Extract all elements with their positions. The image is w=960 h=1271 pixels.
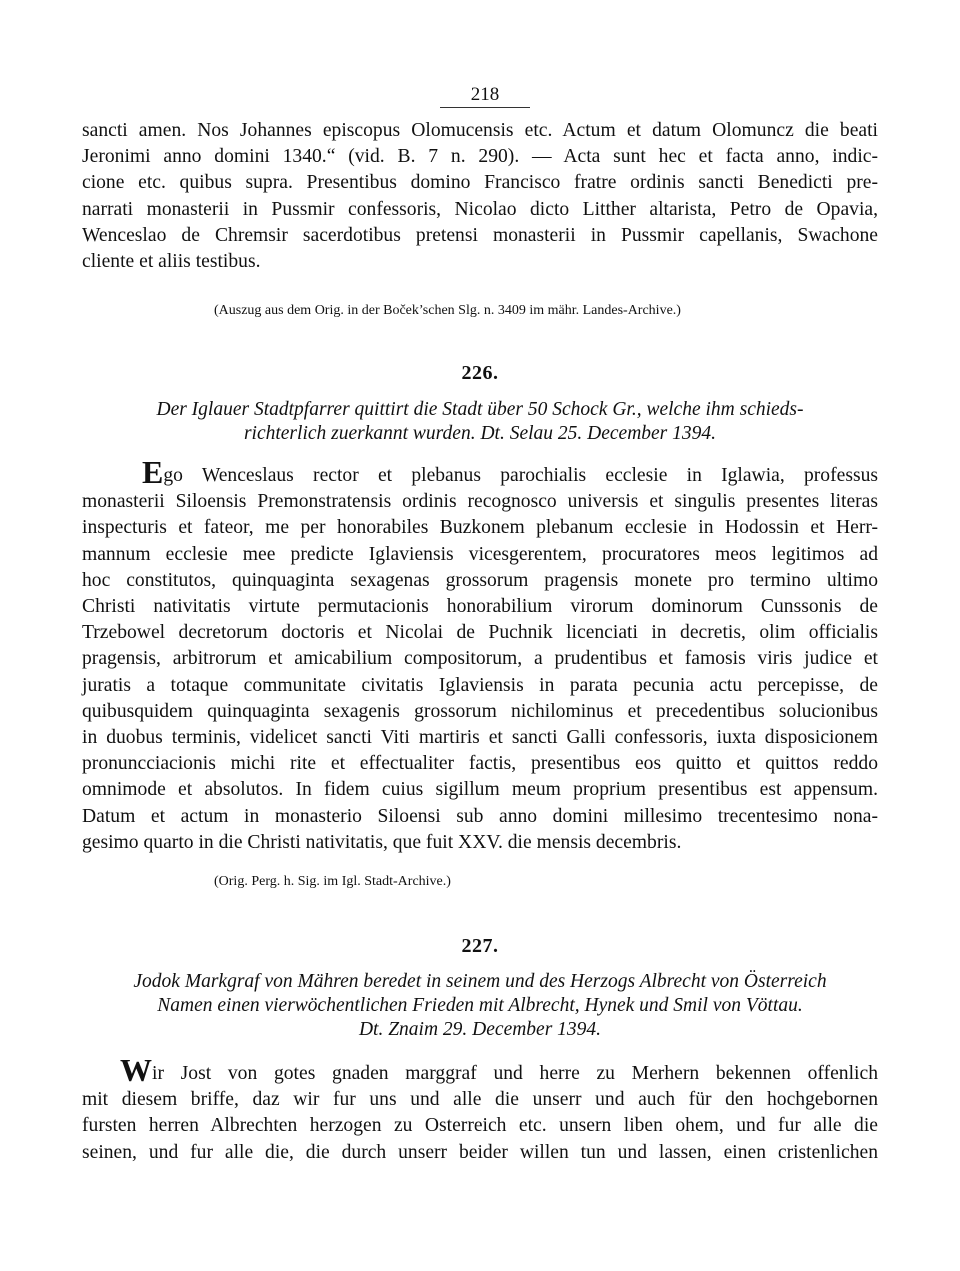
document-number: 227.	[461, 935, 499, 957]
text-line	[82, 1052, 878, 1088]
initial-letter: W	[120, 1052, 152, 1088]
text-line: hoc constitutos, quinquaginta sexagenas grossorum pragensis monete pro termino ultimo	[82, 569, 878, 591]
document-body	[82, 454, 878, 856]
text-line: pragensis, arbitrorum et amicabilium compositorum, a prudentibus et famosis viris judice et	[82, 648, 878, 670]
text-line: Christi nativitatis virtute permutacionis honorabilium virorum dominorum Cunssonis de	[82, 596, 878, 618]
heading-line: richterlich zuerkannt wurden. Dt. Selau 25. December 1394.	[243, 423, 717, 444]
text-line: omnimode et absolutos. In fidem cuius sigillum meum proprium presentibus est appensum.	[82, 779, 878, 801]
text-line: mit diesem briffe, daz wir fur uns und alle die unserr und auch für den hochgebornen	[82, 1089, 878, 1111]
page-number: 218	[470, 84, 500, 105]
text-line: fursten herren Albrechten herzogen zu Osterreich etc. unsern liben ohem, und fur alle die	[82, 1115, 878, 1137]
text-line: inspecturis et fateor, me per honorabiles Buzkonem plebanum ecclesie in Hodossin et Herr-	[82, 517, 878, 539]
heading-line: Namen einen vierwöchentlichen Frieden mit Albrecht, Hynek und Smil von Vöttau.	[157, 995, 803, 1016]
heading-line: Der Iglauer Stadtpfarrer quittirt die Stadt über 50 Schock Gr., welche ihm schieds-	[156, 399, 804, 420]
text-line: pronuncciacionis michi rite et effectualiter factis, presentibus eos quitto et quittos reddo	[82, 753, 878, 775]
text-line: Datum et actum in monasterio Siloensi sub anno domini millesimo trecentesimo nona-	[82, 805, 878, 827]
continuation-paragraph	[82, 118, 878, 275]
document-heading	[82, 970, 878, 1042]
text-line-content: go Wenceslaus rector et plebanus parochialis ecclesie in Iglawia, professus	[163, 465, 878, 486]
page-number-rule	[440, 107, 530, 108]
text-line	[82, 454, 878, 490]
initial-letter: E	[142, 454, 164, 490]
text-line: Wenceslao de Chremsir sacerdotibus pretensi monasterii in Pussmir capellanis, Swachone	[82, 224, 878, 246]
text-line: juratis a totaque communitate civitatis Iglaviensis in parata pecunia actu percepisse, de	[82, 674, 878, 696]
text-line: quibusquidem quinquaginta sexagenis grossorum nichilominus et precedentibus solucionibus	[82, 700, 878, 722]
text-line: gesimo quarto in die Christi nativitatis, que fuit XXV. die mensis decembris.	[82, 831, 682, 853]
heading-line: Dt. Znaim 29. December 1394.	[358, 1019, 602, 1040]
document-heading	[82, 398, 878, 446]
source-note: (Auszug aus dem Orig. in der Boček’schen Slg. n. 3409 im mähr. Landes-Archive.)	[214, 303, 681, 318]
text-line: Trzebowel decretorum doctoris et Nicolai de Puchnik licenciati in decretis, olim officialis	[82, 622, 878, 644]
document-number: 226.	[461, 362, 499, 384]
text-line: cliente et aliis testibus.	[82, 251, 261, 273]
document-body	[82, 1052, 878, 1166]
text-line: sancti amen. Nos Johannes episcopus Olomucensis etc. Actum et datum Olomuncz die beati	[82, 120, 878, 141]
text-line: seinen, und fur alle die, die durch unserr beider willen tun und lassen, einen cristenlichen	[82, 1141, 878, 1163]
heading-line: Jodok Markgraf von Mähren beredet in seinem und des Herzogs Albrecht von Österreich	[133, 971, 827, 992]
text-line: in duobus terminis, videlicet sancti Viti martiris et sancti Galli confessoris, iuxta disposicionem	[82, 727, 878, 749]
source-note: (Orig. Perg. h. Sig. im Igl. Stadt-Archive.)	[214, 874, 451, 889]
text-line: cione etc. quibus supra. Presentibus domino Francisco fratre ordinis sancti Benedicti pre-	[82, 172, 878, 194]
text-line: mannum ecclesie mee predicte Iglaviensis vicesgerentem, procuratores meos legitimos ad	[82, 543, 878, 565]
text-line: monasterii Siloensis Premonstratensis ordinis recognosco universis et singulis presentes literas	[82, 491, 878, 513]
text-line-content: ir Jost von gotes gnaden marggraf und herre zu Merhern bekennen offenlich	[152, 1063, 878, 1084]
text-line: narrati monasterii in Pussmir confessoris, Nicolao dicto Litther altarista, Petro de Opavia,	[82, 198, 878, 220]
text-line: Jeronimi anno domini 1340.“ (vid. B. 7 n. 290). — Acta sunt hec et facta anno, indic-	[82, 146, 878, 168]
